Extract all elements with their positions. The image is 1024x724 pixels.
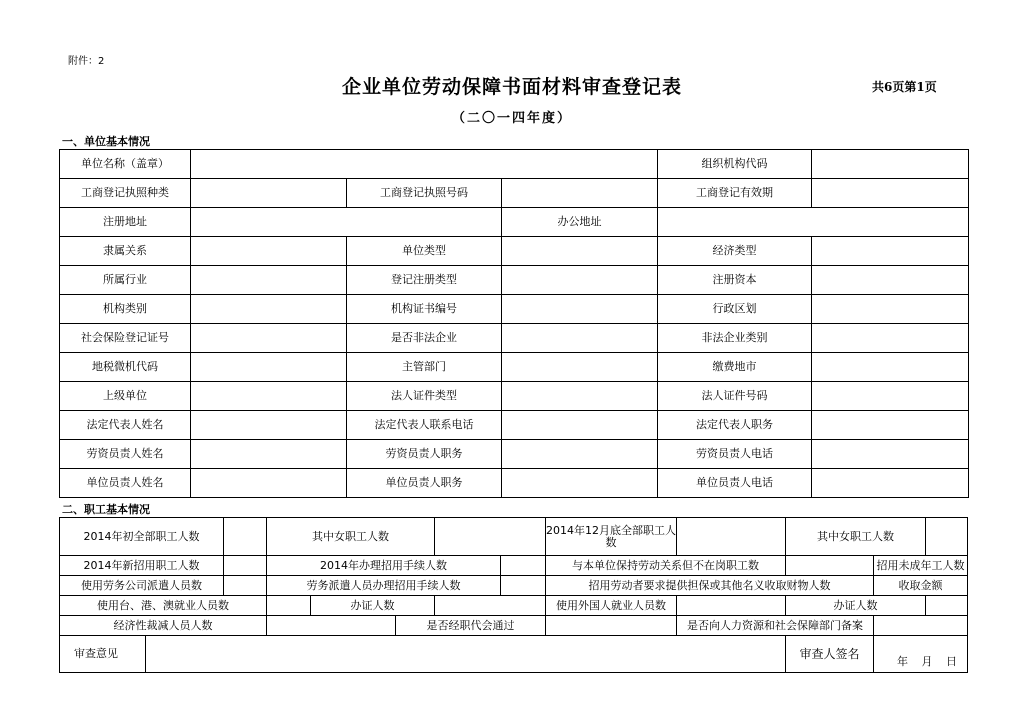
field-label: 单位类型 <box>347 237 502 266</box>
field-label: 法定代表人姓名 <box>60 411 191 440</box>
field-label: 2014年初全部职工人数 <box>60 518 224 556</box>
field-value[interactable] <box>812 353 969 382</box>
field-label: 其中女职工人数 <box>267 518 435 556</box>
field-label: 使用劳务公司派遣人员数 <box>60 576 224 596</box>
field-label: 所属行业 <box>60 266 191 295</box>
field-value[interactable] <box>191 295 347 324</box>
review-date[interactable]: 年 月 日 <box>874 636 968 673</box>
field-value[interactable] <box>812 295 969 324</box>
field-value[interactable] <box>874 616 968 636</box>
field-value[interactable] <box>501 556 546 576</box>
field-label: 地税微机代码 <box>60 353 191 382</box>
table-row <box>60 556 968 576</box>
field-label: 办证人数 <box>786 596 926 616</box>
reg-address-label: 注册地址 <box>60 208 191 237</box>
field-value[interactable] <box>267 596 311 616</box>
field-value[interactable] <box>191 237 347 266</box>
field-value[interactable] <box>191 266 347 295</box>
field-label: 与本单位保持劳动关系但不在岗职工数 <box>546 556 786 576</box>
field-label: 2014年新招用职工人数 <box>60 556 224 576</box>
field-value[interactable] <box>786 556 874 576</box>
field-label: 法人证件号码 <box>658 382 812 411</box>
field-label: 主管部门 <box>347 353 502 382</box>
field-label: 机构证书编号 <box>347 295 502 324</box>
section1-title: 一、单位基本情况 <box>62 135 150 148</box>
field-label: 经济性裁减人员人数 <box>60 616 267 636</box>
field-value[interactable] <box>546 616 677 636</box>
field-value[interactable] <box>191 411 347 440</box>
field-label: 劳资员责人职务 <box>347 440 502 469</box>
field-value[interactable] <box>502 295 658 324</box>
field-value[interactable] <box>502 382 658 411</box>
field-value[interactable] <box>677 518 786 556</box>
field-value[interactable] <box>501 576 546 596</box>
field-label: 经济类型 <box>658 237 812 266</box>
section2-title: 二、职工基本情况 <box>62 503 150 516</box>
field-label: 单位员责人姓名 <box>60 469 191 498</box>
year-subtitle: （二〇一四年度） <box>451 111 572 126</box>
table-row <box>60 324 969 353</box>
field-label: 缴费地市 <box>658 353 812 382</box>
field-label: 登记注册类型 <box>347 266 502 295</box>
field-label: 劳资员责人姓名 <box>60 440 191 469</box>
field-label: 是否经职代会通过 <box>396 616 546 636</box>
field-value[interactable] <box>926 596 968 616</box>
field-label: 上级单位 <box>60 382 191 411</box>
field-value[interactable] <box>502 353 658 382</box>
field-value[interactable] <box>435 596 546 616</box>
field-value[interactable] <box>224 556 267 576</box>
field-label: 法人证件类型 <box>347 382 502 411</box>
org-code-value[interactable] <box>812 150 969 179</box>
page-title: 企业单位劳动保障书面材料审查登记表 <box>341 76 682 98</box>
attachment-label: 附件：2 <box>68 56 105 67</box>
field-value[interactable] <box>926 518 968 556</box>
field-value[interactable] <box>191 440 347 469</box>
field-label: 机构类别 <box>60 295 191 324</box>
field-label: 2014年办理招用手续人数 <box>267 556 501 576</box>
field-label: 2014年12月底全部职工人数 <box>546 518 677 556</box>
field-label: 招用劳动者要求提供担保或其他名义收取财物人数 <box>546 576 874 596</box>
field-value[interactable] <box>502 237 658 266</box>
field-value[interactable] <box>812 266 969 295</box>
field-label: 招用未成年工人数 <box>874 556 968 576</box>
field-label: 工商登记执照种类 <box>60 179 191 208</box>
field-label: 劳资员责人电话 <box>658 440 812 469</box>
table-row <box>60 179 969 208</box>
field-value[interactable] <box>502 179 658 208</box>
table-row <box>60 353 969 382</box>
field-value[interactable] <box>812 469 969 498</box>
field-value[interactable] <box>267 616 396 636</box>
staff-basic-info-table <box>59 517 968 673</box>
org-code-label: 组织机构代码 <box>658 150 812 179</box>
field-label: 注册资本 <box>658 266 812 295</box>
table-row <box>60 208 969 237</box>
field-value[interactable] <box>502 440 658 469</box>
field-label: 工商登记有效期 <box>658 179 812 208</box>
unit-name-value[interactable] <box>191 150 658 179</box>
table-row <box>60 636 968 673</box>
table-row <box>60 518 968 556</box>
field-value[interactable] <box>502 411 658 440</box>
field-label: 是否向人力资源和社会保障部门备案 <box>677 616 874 636</box>
field-value[interactable] <box>224 576 267 596</box>
table-row <box>60 382 969 411</box>
field-label: 隶属关系 <box>60 237 191 266</box>
table-row <box>60 469 969 498</box>
table-row <box>60 411 969 440</box>
office-address-value[interactable] <box>658 208 969 237</box>
field-label: 行政区划 <box>658 295 812 324</box>
field-value[interactable] <box>812 237 969 266</box>
table-row <box>60 596 968 616</box>
reviewer-sign-label: 审查人签名 <box>786 636 874 673</box>
table-row <box>60 266 969 295</box>
field-value[interactable] <box>812 324 969 353</box>
field-label: 非法企业类别 <box>658 324 812 353</box>
field-label: 工商登记执照号码 <box>347 179 502 208</box>
field-label: 法定代表人职务 <box>658 411 812 440</box>
field-value[interactable] <box>191 324 347 353</box>
field-value[interactable] <box>812 179 969 208</box>
field-value[interactable] <box>224 518 267 556</box>
table-row <box>60 150 969 179</box>
field-label: 单位员责人职务 <box>347 469 502 498</box>
field-label: 使用台、港、澳就业人员数 <box>60 596 267 616</box>
unit-name-label: 单位名称（盖章） <box>60 150 191 179</box>
field-value[interactable] <box>191 179 347 208</box>
field-value[interactable] <box>812 440 969 469</box>
field-value[interactable] <box>191 469 347 498</box>
page-info: 共6页第1页 <box>872 80 937 94</box>
field-value[interactable] <box>191 353 347 382</box>
field-value[interactable] <box>435 518 546 556</box>
field-label: 其中女职工人数 <box>786 518 926 556</box>
field-label: 收取金额 <box>874 576 968 596</box>
unit-basic-info-table <box>59 149 969 498</box>
field-value[interactable] <box>812 411 969 440</box>
field-value[interactable] <box>502 324 658 353</box>
review-opinion-value[interactable] <box>146 636 786 673</box>
table-row <box>60 576 968 596</box>
field-label: 单位员责人电话 <box>658 469 812 498</box>
review-opinion-label: 审查意见 <box>60 636 146 673</box>
office-address-label: 办公地址 <box>502 208 658 237</box>
field-value[interactable] <box>812 382 969 411</box>
reg-address-value[interactable] <box>191 208 502 237</box>
table-row <box>60 237 969 266</box>
field-label: 社会保险登记证号 <box>60 324 191 353</box>
table-row <box>60 440 969 469</box>
field-label: 法定代表人联系电话 <box>347 411 502 440</box>
field-value[interactable] <box>677 596 786 616</box>
field-value[interactable] <box>191 382 347 411</box>
field-value[interactable] <box>502 469 658 498</box>
field-label: 劳务派遣人员办理招用手续人数 <box>267 576 501 596</box>
field-value[interactable] <box>502 266 658 295</box>
field-label: 是否非法企业 <box>347 324 502 353</box>
table-row <box>60 295 969 324</box>
field-label: 使用外国人就业人员数 <box>546 596 677 616</box>
table-row <box>60 616 968 636</box>
field-label: 办证人数 <box>311 596 435 616</box>
